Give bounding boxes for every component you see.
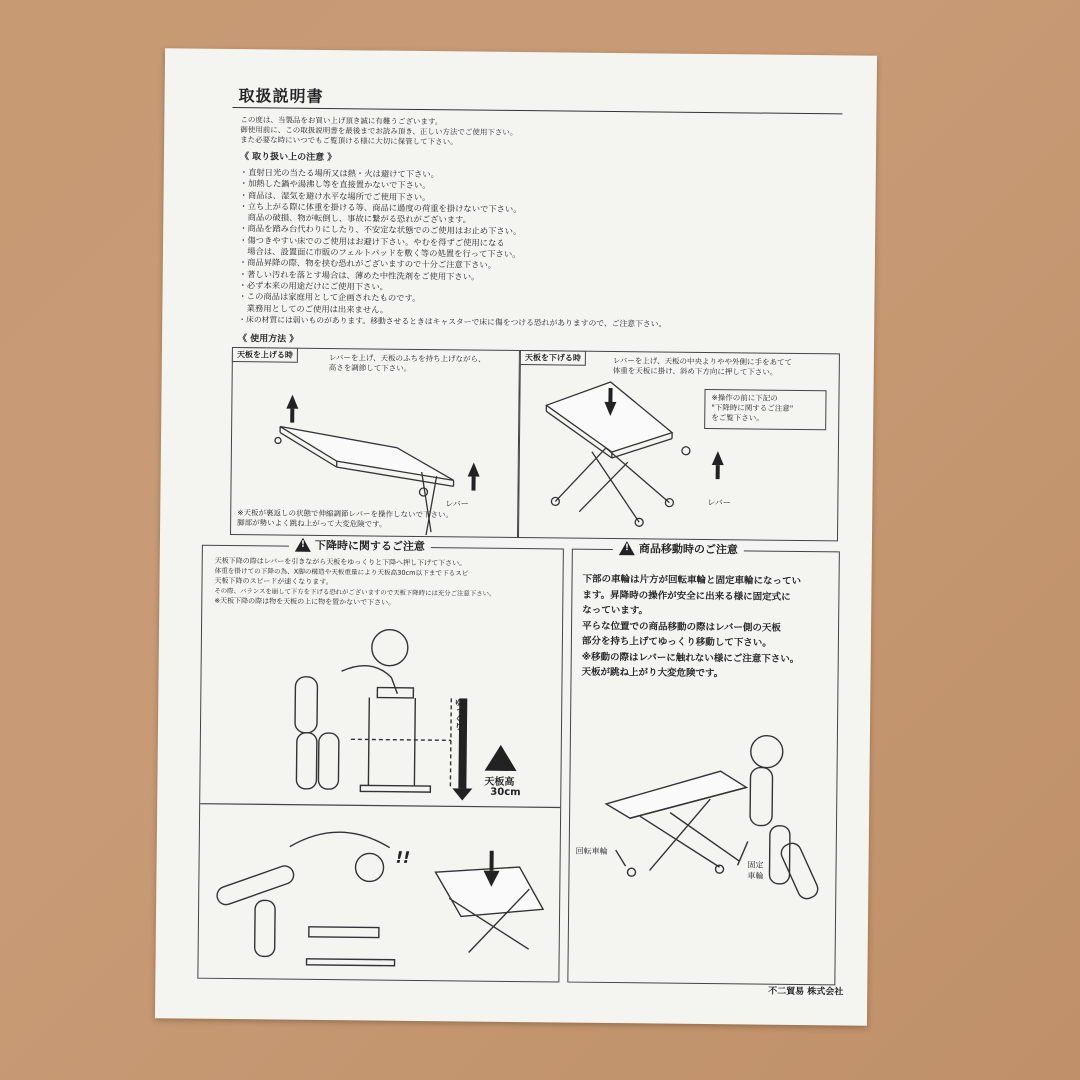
move-warning-text: 下部の車輪は片方が回転車輪と固定車輪になってい ます。昇降時の操作が安全に出来る様に固定式に なっています。 平らな位置での商品移動の際はレバー側の天板 部分を持ち上げてゆっくり移動して下さい。 ※移動の際はレバーに触れない様にご注意下さい。 天板が跳ね上がり大変危険です。: [581, 573, 802, 680]
lower-table-illustration: [519, 351, 839, 540]
document-title: 取扱説明書: [238, 86, 324, 106]
descend-warning-title: ! 下降時に関するご注意: [289, 537, 431, 554]
intro-text: この度は、当製品をお買い上げ頂き誠に有難うございます。 御使用前に、この取扱説明書を最後までお読み頂き、正しい方法でご使用下さい。 また必要な時にいつでもご覧頂ける様に大切に保管して下さい。: [240, 115, 518, 147]
note-item: 業務用としてのご使用は出来ません。: [238, 302, 389, 315]
note-item: ・商品昇降の際、物を挟む恐れがございますので十分ご注意下さい。: [238, 257, 497, 271]
raise-caution: ※天板が裏返しの状態で伸縮調節レバーを操作しないで下さい。 脚部が勢いよく跳ね上がって大変危険です。: [237, 508, 454, 529]
move-table-illustration: [568, 550, 839, 985]
height-label: 天板高: [484, 776, 515, 788]
title-divider: [232, 107, 842, 114]
fixed-wheel-label: 固定車輪: [747, 860, 764, 881]
height-value: 30cm: [490, 786, 521, 799]
lower-lever-label: レバー: [707, 498, 731, 508]
descend-warning-text: 天板下降の際はレバーを引きながら天板をゆっくりと下降へ押し下げて下さい。 体重を掛けての下降の為、X脚の構造や天板重量により天板高30cm以下まで下るスピ 天板下降のスピードが速くなります。 その際、バランスを崩して下方を下げる恐れがございますので天板下降時には充分ご注意下さい。 ※天板下降の際は物を天板の上に物を置かないで下さい。: [214, 556, 496, 607]
note-item: ・加熱した鍋や湯沸し等を直接置かないで下さい。: [239, 178, 431, 191]
note-item: ・必ず本来の用途だけにご使用下さい。: [238, 280, 389, 292]
raise-panel: [230, 347, 520, 538]
note-item: 場合は、設置面に市販のフェルトパッドを敷く等の処置を行って下さい。: [238, 246, 521, 260]
note-item: ・この商品は家庭用として企画されたものです。: [238, 291, 421, 304]
note-item: 商品の破損、物が転倒し、事故に繋がる恐れがございます。: [239, 212, 472, 225]
move-warning-title: ! 商品移動時のご注意: [613, 540, 744, 557]
lower-panel: [518, 350, 840, 541]
lower-tag: 天板を下げる時: [520, 350, 586, 366]
note-item: ・商品は、湿気を避け水平な場所でご使用下さい。: [239, 189, 431, 202]
raise-tag: 天板を上げる時: [232, 347, 298, 363]
raise-instructions: レバーを上げ、天板のふちを持ち上げながら、 高さを調節して下さい。: [328, 353, 486, 373]
lower-note-box: ※操作の前に下記の "下降時に関するご注意" をご覧下さい。: [704, 389, 826, 430]
note-item: ・傷つきやすい床でのご使用はお避け下さい。やむを得ずご使用になる: [239, 234, 505, 248]
handling-heading: 《 取り扱い上の注意 》: [239, 152, 337, 164]
note-item: ・床の材質には弱いものがあります。移動させるときはキャスターで床に傷をつける恐れがありますので、ご注意下さい。: [238, 314, 667, 329]
company-name: 不二貿易 株式会社: [768, 986, 844, 998]
note-item: ・著しい汚れを落とす場合は、薄めた中性洗剤をご使用下さい。: [238, 268, 480, 282]
handling-notes-list: [238, 167, 840, 331]
note-item: ・直射日光の当たる場所又は熱・火は避けて下さい。: [239, 167, 439, 180]
descend-warning-panel: [197, 538, 564, 983]
instruction-sheet: [155, 48, 877, 1025]
note-item: ・商品を踏み台代わりにしたり、不安定な状態でのご使用はお止め下さい。: [239, 223, 522, 237]
usage-heading: 《 使用方法 》: [238, 334, 299, 345]
slowly-label: ゆっくり: [453, 698, 464, 731]
exclaim-mark: !!: [395, 847, 411, 867]
descend-illustrations: [198, 546, 563, 982]
lower-instructions: レバーを上げ、天板の中央よりやや外側に手をあてて 体重を天板に掛け、斜め下方向に押して下さい。: [612, 356, 793, 377]
raise-lever-label: レバー: [445, 499, 469, 509]
rotating-wheel-label: 回転車輪: [575, 846, 608, 856]
note-item: ・立ち上がる際に体重を掛ける等、商品に過度の荷重を掛けないで下さい。: [239, 200, 522, 214]
move-warning-panel: [567, 542, 840, 986]
